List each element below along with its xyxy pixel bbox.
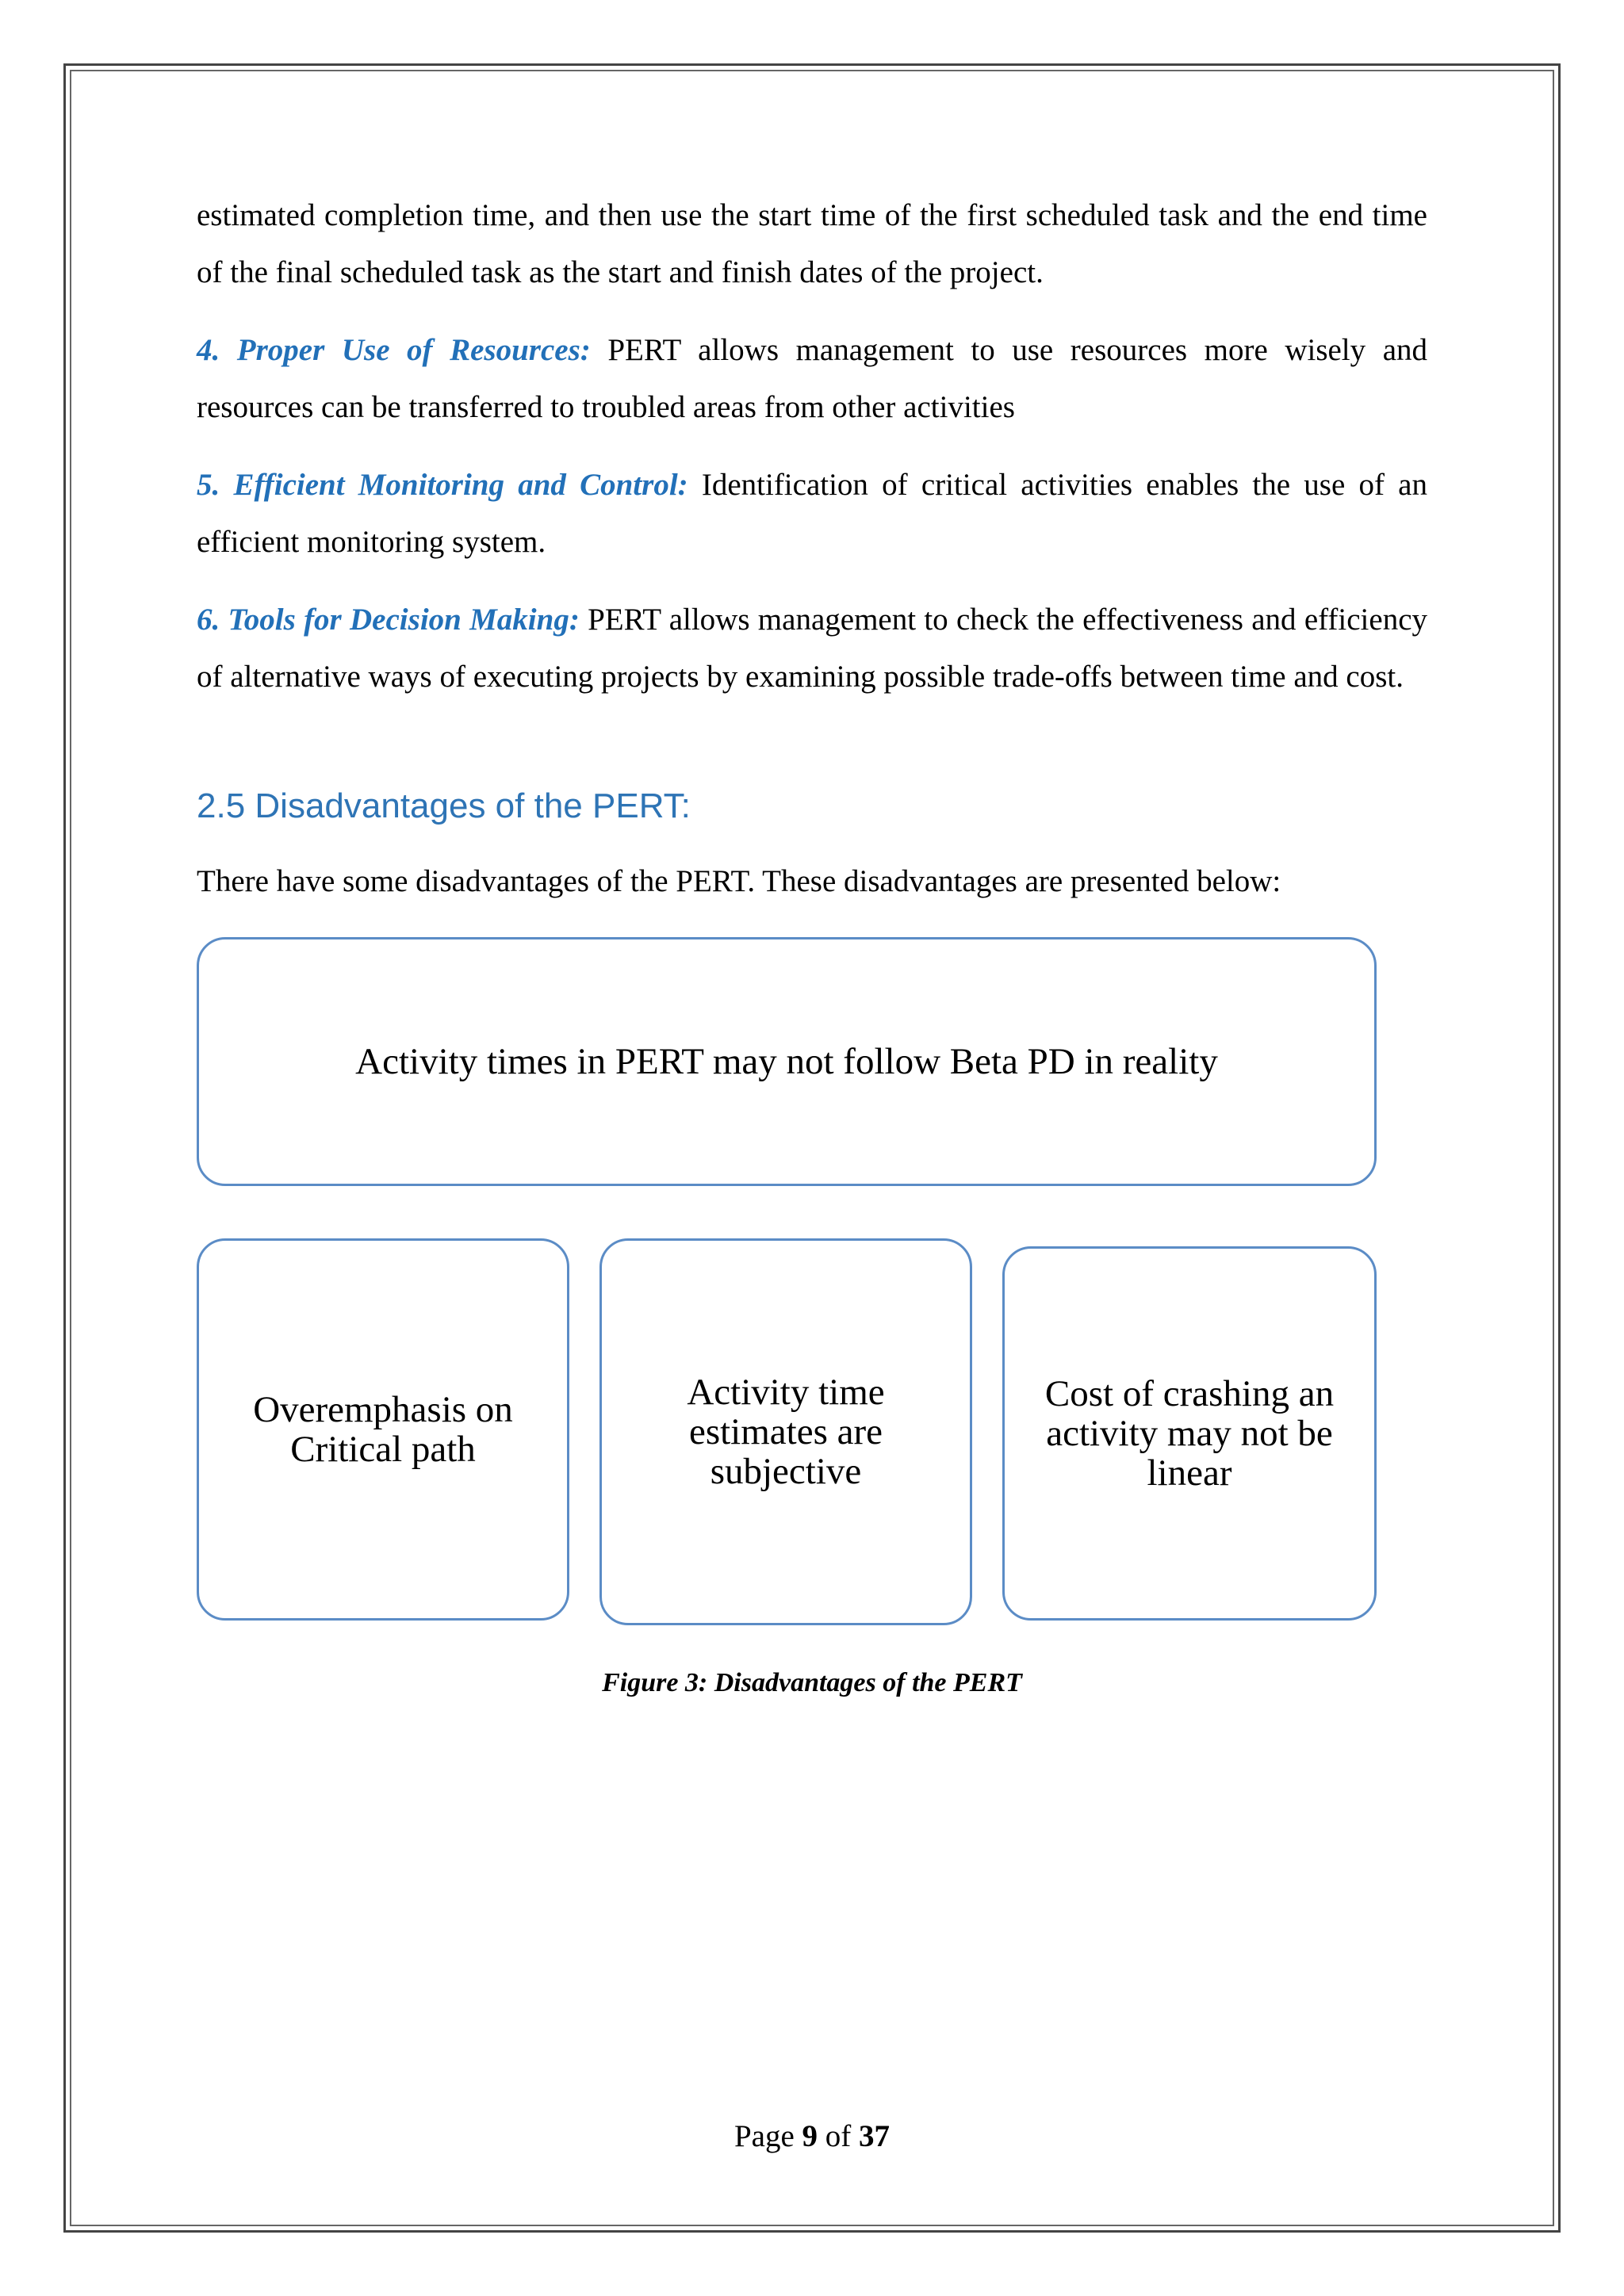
diagram-box-top	[197, 937, 1377, 1186]
paragraph-item-5	[197, 457, 1427, 571]
item-6-lead: 6. Tools for Decision Making:	[197, 603, 580, 637]
diagram-box-3-line: activity may not be	[1046, 1413, 1333, 1454]
footer-current-page: 9	[802, 2119, 818, 2153]
item-5-lead: 5. Efficient Monitoring and Control:	[197, 468, 688, 502]
page-footer	[197, 2118, 1427, 2154]
diagram-box-subjective-estimates	[599, 1238, 972, 1625]
paragraph-continuation	[197, 187, 1427, 301]
footer-middle: of	[818, 2119, 860, 2153]
footer-prefix: Page	[733, 2119, 802, 2153]
item-6-text: PERT allows management to check the effectiveness and efficiency of alternative ways of executing projects by examining possible trade-offs between time and cost.	[197, 603, 1427, 694]
item-5-text: Identification of critical activities enables the use of an efficient monitoring system.	[197, 468, 1427, 559]
paragraph-item-4	[197, 322, 1427, 436]
footer-total-pages: 37	[859, 2119, 891, 2153]
diagram-box-critical-path	[197, 1238, 569, 1621]
paragraph-item-6	[197, 591, 1427, 706]
figure-caption: Figure 3: Disadvantages of the PERT	[602, 1668, 1022, 1697]
diagram-box-1-line: Critical path	[290, 1429, 476, 1470]
diagram-box-3-line: linear	[1147, 1452, 1232, 1494]
section-intro: There have some disadvantages of the PERT. These disadvantages are presented below:	[197, 864, 1281, 898]
diagram-box-2-line: subjective	[710, 1451, 862, 1492]
diagram-box-3-line: Cost of crashing an	[1044, 1373, 1335, 1414]
section-heading: 2.5 Disadvantages of the PERT:	[197, 786, 691, 825]
diagram-box-top-label: Activity times in PERT may not follow Beta PD in reality	[355, 1041, 1218, 1082]
item-4-lead: 4. Proper Use of Resources:	[197, 333, 591, 367]
item-4-text: PERT allows management to use resources more wisely and resources can be transferred to troubled areas from other activities	[197, 333, 1428, 424]
diagram-box-1-line: Overemphasis on	[253, 1389, 513, 1430]
paragraph-continuation-text: estimated completion time, and then use the start time of the first scheduled task and the end time of the final scheduled task as the start and finish dates of the project.	[197, 198, 1427, 289]
diagram-box-2-line: Activity time	[687, 1372, 885, 1413]
diagram-box-2-line: estimates are	[688, 1411, 883, 1452]
diagram-box-crashing-cost	[1002, 1246, 1377, 1621]
